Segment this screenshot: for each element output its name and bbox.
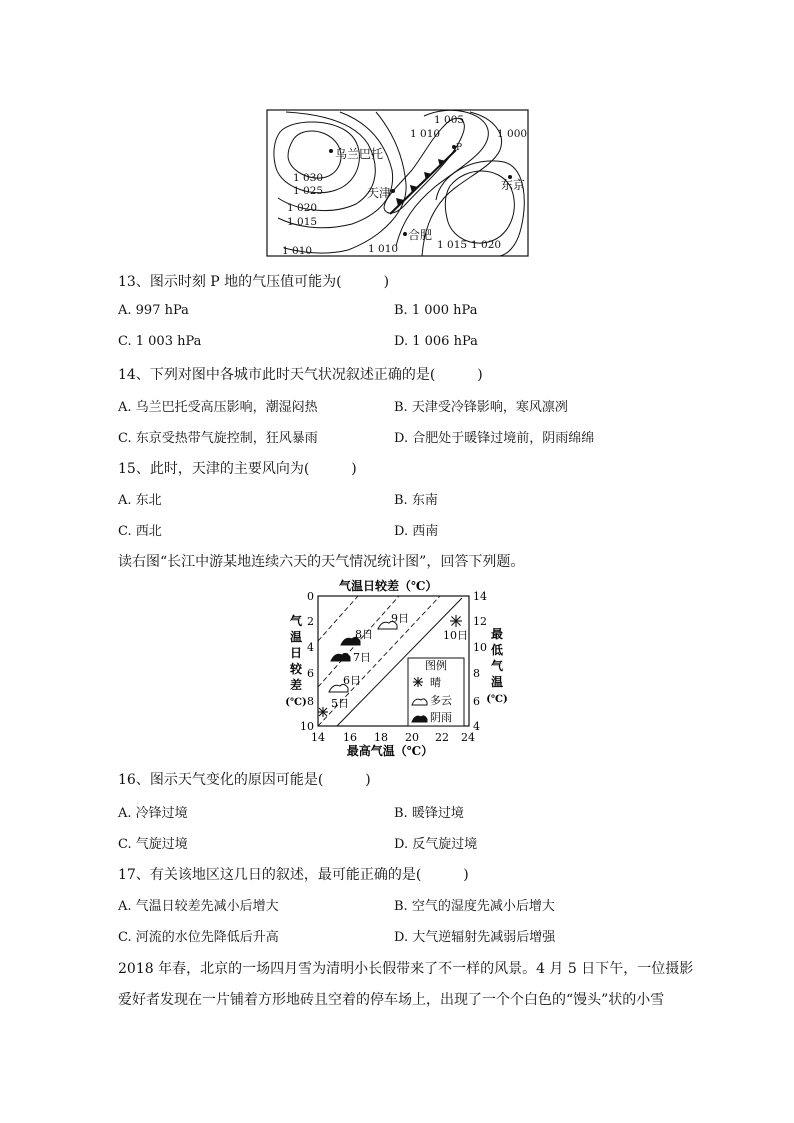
left-tick-8: 8 xyxy=(307,695,314,708)
q14-option-b: B. 天津受冷锋影响，寒风凛冽 xyxy=(394,400,568,415)
left-title-unit: (℃) xyxy=(285,697,307,708)
left-tick-0: 0 xyxy=(307,590,314,603)
map-label-1020-left: 1 020 xyxy=(287,202,318,214)
left-title-char-2: 温 xyxy=(289,630,303,644)
q16-option-d: D. 反气旋过境 xyxy=(394,837,478,852)
left-tick-10: 10 xyxy=(300,720,314,733)
map-label-1010-bc: 1 010 xyxy=(368,243,399,255)
q16-option-b: B. 暖锋过境 xyxy=(394,806,464,821)
right-tick-8: 8 xyxy=(473,667,480,680)
right-tick-4: 4 xyxy=(473,720,480,733)
bottom-tick-18: 18 xyxy=(374,731,388,744)
map-label-1010-top: 1 010 xyxy=(410,128,441,140)
right-tick-10: 10 xyxy=(473,641,487,654)
chart-top-title: 气温日较差（℃） xyxy=(339,579,438,593)
day-9-label: 9日 xyxy=(391,612,409,625)
day-8-label: 8日 xyxy=(355,628,373,641)
day-10-sunny-icon xyxy=(450,615,462,627)
left-tick-2: 2 xyxy=(307,615,314,628)
right-title-char-3: 气 xyxy=(490,659,504,673)
left-title-char-5: 差 xyxy=(289,678,303,692)
map-label-tokyo: 东京 xyxy=(501,178,526,192)
bottom-tick-24: 24 xyxy=(461,731,475,744)
legend-rain-label: 阴雨 xyxy=(430,711,452,724)
q14-option-a: A. 乌兰巴托受高压影响，潮湿闷热 xyxy=(118,400,318,415)
map-label-1010-bl: 1 010 xyxy=(282,245,313,257)
day-6-label: 6日 xyxy=(343,674,361,687)
right-title-char-2: 低 xyxy=(490,643,504,657)
map-label-1030: 1 030 xyxy=(293,172,324,184)
map-label-p: P xyxy=(456,143,463,153)
day-5-sunny-icon xyxy=(318,707,328,717)
intro-paragraph-2: 读右图“长江中游某地连续六天的天气情况统计图”，回答下列题。 xyxy=(118,554,525,570)
map-label-1015-br: 1 015 xyxy=(437,239,468,251)
right-tick-6: 6 xyxy=(473,695,480,708)
map-label-1000: 1 000 xyxy=(497,128,528,140)
bottom-tick-14: 14 xyxy=(311,731,325,744)
question-16-stem: 16、图示天气变化的原因可能是( ) xyxy=(118,772,371,788)
q17-option-d: D. 大气逆辐射先减弱后增强 xyxy=(394,930,556,945)
left-title-char-3: 日 xyxy=(289,646,303,660)
q13-option-c: C. 1 003 hPa xyxy=(118,334,202,349)
map-label-1005: 1 005 xyxy=(434,114,465,126)
q13-option-b: B. 1 000 hPa xyxy=(394,303,478,318)
right-title-char-4: 温 xyxy=(490,675,504,689)
map-label-ulaanbaatar: 乌兰巴托 xyxy=(335,147,384,161)
left-tick-4: 4 xyxy=(307,641,314,654)
q15-option-c: C. 西北 xyxy=(118,524,162,539)
q15-option-d: D. 西南 xyxy=(394,524,439,539)
q16-option-c: C. 气旋过境 xyxy=(118,837,188,852)
q15-option-b: B. 东南 xyxy=(394,493,438,508)
bottom-tick-22: 22 xyxy=(435,731,449,744)
q17-option-b: B. 空气的湿度先减小后增大 xyxy=(394,899,555,914)
question-14-stem: 14、下列对图中各城市此时天气状况叙述正确的是( ) xyxy=(118,367,483,383)
right-tick-14: 14 xyxy=(473,590,487,603)
map-label-1025: 1 025 xyxy=(293,185,324,197)
q13-option-d: D. 1 006 hPa xyxy=(394,334,478,349)
day-7-label: 7日 xyxy=(353,651,371,664)
left-title-char-1: 气 xyxy=(289,614,303,628)
right-title-char-1: 最 xyxy=(490,627,504,641)
q17-option-a: A. 气温日较差先减小后增大 xyxy=(118,899,279,914)
map-label-tianjin: 天津 xyxy=(367,186,392,200)
map-label-hefei: 合肥 xyxy=(408,228,433,242)
left-title-char-4: 较 xyxy=(289,662,303,676)
bottom-tick-20: 20 xyxy=(405,731,419,744)
day-5-label: 5日 xyxy=(331,697,349,710)
q13-option-a: A. 997 hPa xyxy=(118,303,189,318)
left-tick-6: 6 xyxy=(307,667,314,680)
question-13-stem: 13、图示时刻 P 地的气压值可能为( ) xyxy=(118,274,390,290)
legend-sunny-label: 晴 xyxy=(430,676,441,689)
q16-option-a: A. 冷锋过境 xyxy=(118,806,188,821)
final-paragraph-line-2: 爱好者发现在一片铺着方形地砖且空着的停车场上，出现了一个个白色的“馒头”状的小雪 xyxy=(118,992,665,1008)
day-10-label: 10日 xyxy=(443,629,468,642)
legend-title: 图例 xyxy=(425,659,447,672)
question-15-stem: 15、此时，天津的主要风向为( ) xyxy=(118,461,357,477)
q14-option-c: C. 东京受热带气旋控制，狂风暴雨 xyxy=(118,431,318,446)
right-title-unit: (℃) xyxy=(486,694,508,705)
q17-option-c: C. 河流的水位先降低后升高 xyxy=(118,930,279,945)
chart-bottom-title: 最高气温（℃） xyxy=(346,744,434,758)
legend-cloudy-label: 多云 xyxy=(430,694,452,707)
map-label-1020-br: 1 020 xyxy=(471,239,502,251)
q15-option-a: A. 东北 xyxy=(118,493,162,508)
question-17-stem: 17、有关该地区这几日的叙述，最可能正确的是( ) xyxy=(118,867,469,883)
legend-sunny-icon xyxy=(413,677,423,687)
q14-option-d: D. 合肥处于暖锋过境前，阴雨绵绵 xyxy=(394,431,595,446)
right-tick-12: 12 xyxy=(473,615,487,628)
final-paragraph-line-1: 2018 年春，北京的一场四月雪为清明小长假带来了不一样的风景。4 月 5 日下午，一位摄影 xyxy=(118,961,694,977)
bottom-tick-16: 16 xyxy=(343,731,357,744)
map-label-1015-left: 1 015 xyxy=(287,216,318,228)
